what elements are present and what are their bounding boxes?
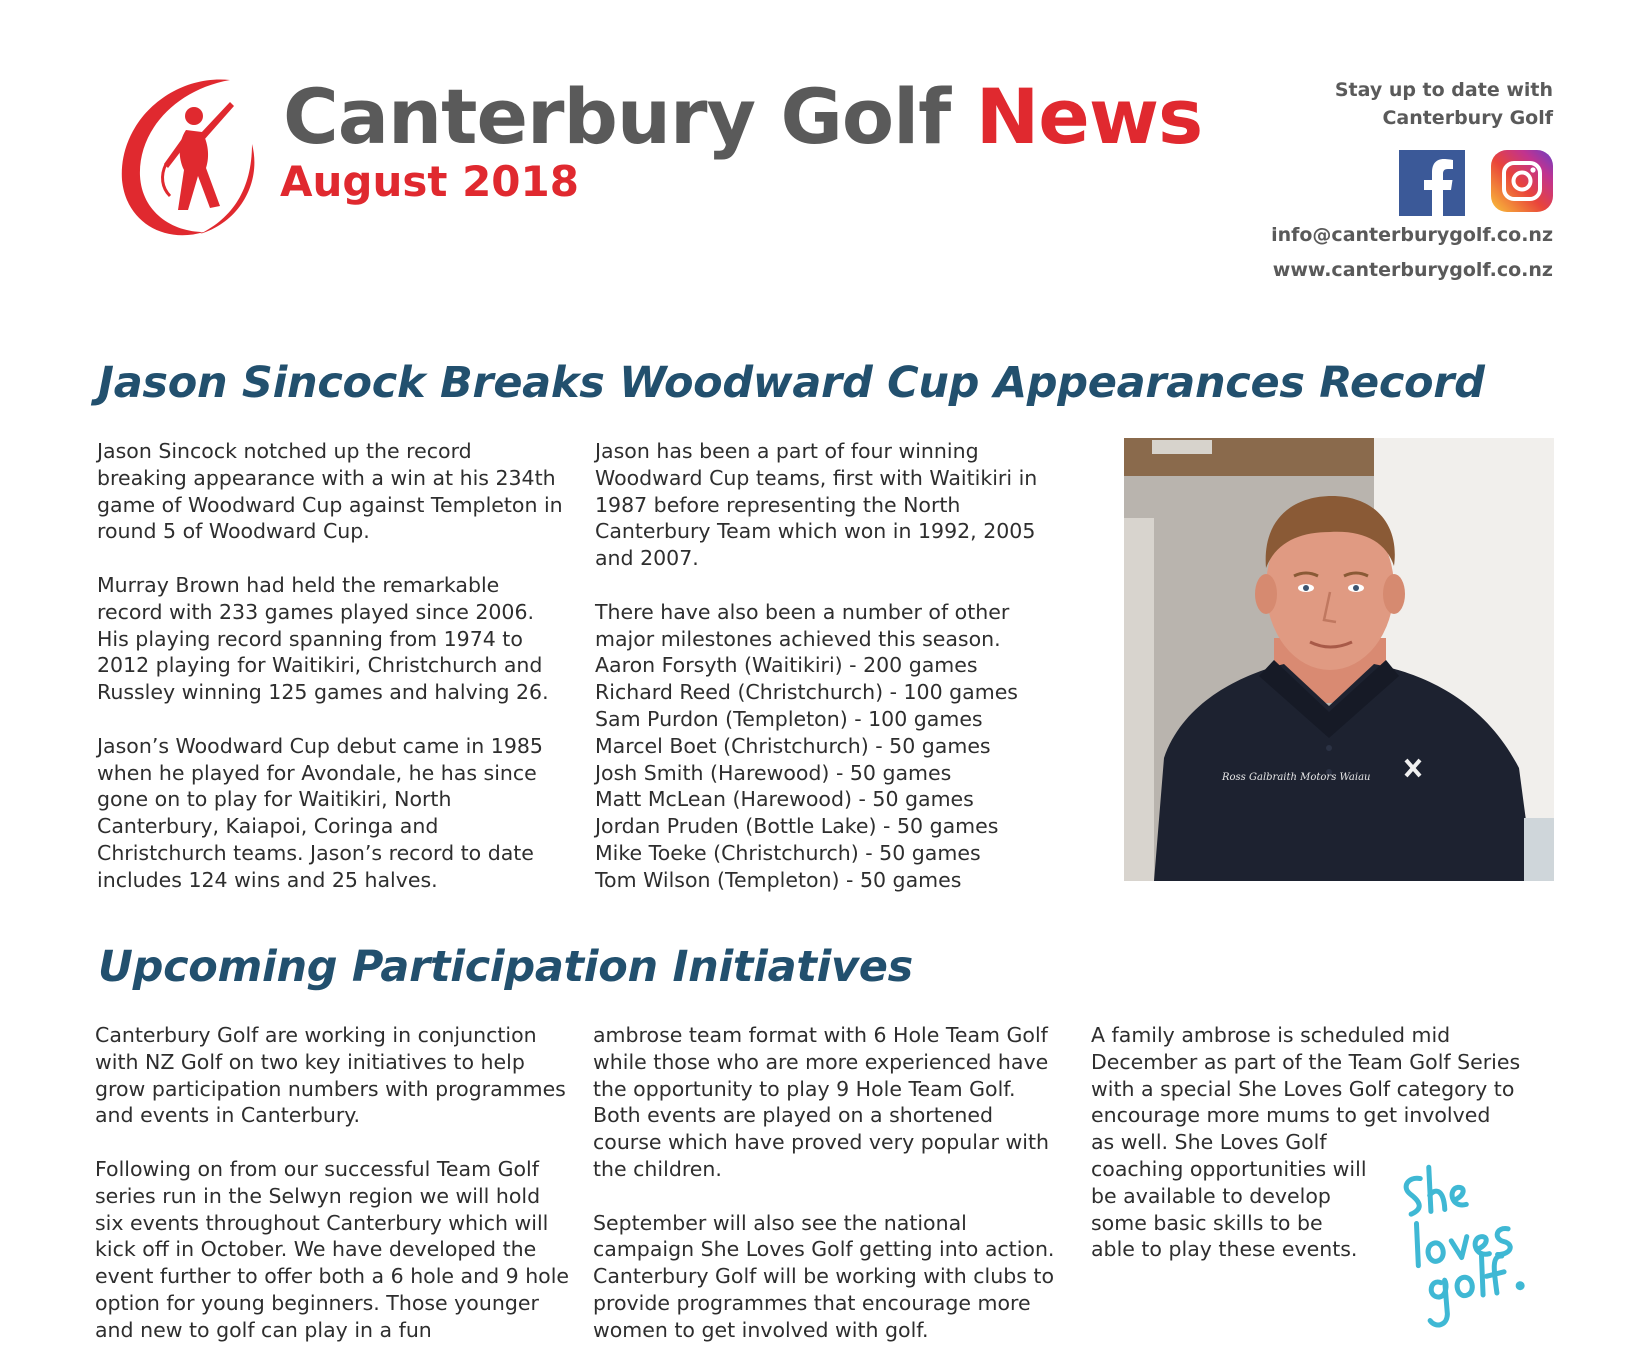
email-link[interactable]: info@canterburygolf.co.nz	[1271, 224, 1553, 246]
newsletter-title	[283, 72, 1202, 162]
stay-updated-line-1: Stay up to date with	[1334, 79, 1553, 101]
article1-column-2	[595, 438, 1065, 894]
article2-column-1	[95, 1022, 570, 1344]
milestone-item: Mike Toeke (Christchurch) - 50 games	[595, 840, 981, 865]
article2-paragraph: Following on from our successful Team Golf series run in the Selwyn region we will hold six events throughout Canterbury which will kick off in October. We have developed the event further to offer both a 6 hole and 9 hole option for young beginners. Those younger and new to golf can play in a fun	[95, 1156, 570, 1342]
article2-paragraph: ambrose team format with 6 Hole Team Golf while those who are more experienced have the opportunity to play 9 Hole Team Golf. Both events are played on a shortened course which have proved very popular with the children.	[593, 1023, 1049, 1181]
social-links	[1233, 150, 1553, 218]
article2-paragraph: Canterbury Golf are working in conjunction with NZ Golf on two key initiatives to help grow participation numbers with programmes and events in Canterbury.	[95, 1023, 566, 1128]
article1-column-1	[97, 438, 567, 894]
article2-text-line: coaching opportunities will	[1091, 1156, 1367, 1181]
milestone-item: Aaron Forsyth (Waitikiri) - 200 games	[595, 653, 978, 678]
issue-date: August 2018	[280, 157, 579, 206]
shirt-sponsor-text: Ross Galbraith Motors Waiau	[1222, 772, 1371, 783]
milestone-item: Sam Purdon (Templeton) - 100 games	[595, 706, 983, 731]
article2-text-line: December as part of the Team Golf Series	[1091, 1049, 1521, 1074]
article1-paragraph: Jason has been a part of four winning Woodward Cup teams, first with Waitikiri in 1987 before representing the North Canterbury Team which won in 1992, 2005 and 2007.	[595, 439, 1038, 571]
article2-column-2	[593, 1022, 1068, 1344]
article-heading-upcoming: Upcoming Participation Initiatives	[98, 942, 913, 992]
article-heading-sincock: Jason Sincock Breaks Woodward Cup Appearances Record	[98, 358, 1485, 408]
facebook-icon[interactable]	[1399, 150, 1465, 216]
milestones-intro: There have also been a number of other major milestones achieved this season.	[595, 599, 1010, 651]
article1-paragraph: Murray Brown had held the remarkable record with 233 games played since 2006. His playing record spanning from 1974 to 2012 playing for Waitikiri, Christchurch and Russley winning 125 games and halving 26.	[97, 572, 549, 705]
golfer-logo-icon	[112, 72, 272, 242]
contact-block	[1233, 76, 1553, 288]
milestone-item: Marcel Boet (Christchurch) - 50 games	[595, 733, 991, 758]
milestone-item: Josh Smith (Harewood) - 50 games	[595, 760, 952, 785]
she-loves-golf-logo	[1400, 1160, 1545, 1330]
instagram-icon[interactable]	[1491, 150, 1553, 212]
milestone-item: Richard Reed (Christchurch) - 100 games	[595, 680, 1018, 705]
article2-text-line: with a special She Loves Golf category to	[1091, 1076, 1515, 1101]
article2-text-line: some basic skills to be	[1091, 1210, 1323, 1235]
milestone-item: Tom Wilson (Templeton) - 50 games	[595, 867, 962, 892]
stay-updated-line-2: Canterbury Golf	[1382, 107, 1553, 129]
article2-text-line: A family ambrose is scheduled mid	[1091, 1023, 1451, 1047]
article1-paragraph: Jason Sincock notched up the record breaking appearance with a win at his 234th game of Woodward Cup against Templeton in round 5 of Woodward Cup.	[97, 439, 563, 544]
article2-text-line: able to play these events.	[1091, 1237, 1358, 1262]
milestone-item: Jordan Pruden (Bottle Lake) - 50 games	[595, 814, 999, 839]
jason-sincock-photo	[1124, 438, 1554, 881]
milestone-item: Matt McLean (Harewood) - 50 games	[595, 787, 974, 812]
article2-paragraph: September will also see the national campaign She Loves Golf getting into action. Canterbury Golf will be working with clubs to provide programmes that encourage more women to get involved with golf.	[593, 1210, 1055, 1342]
website-link[interactable]: www.canterburygolf.co.nz	[1272, 259, 1553, 281]
title-main: Canterbury Golf	[283, 72, 951, 161]
article2-text-line: be available to develop	[1091, 1183, 1331, 1208]
article1-paragraph: Jason’s Woodward Cup debut came in 1985 when he played for Avondale, he has since gone on to play for Waitikiri, North Canterbury, Kaiapoi, Coringa and Christchurch teams. Jason’s record to date includes 124 wins and 25 halves.	[97, 733, 543, 892]
article2-text-line: encourage more mums to get involved	[1091, 1103, 1491, 1128]
article2-text-line: as well. She Loves Golf	[1091, 1130, 1327, 1155]
title-accent: News	[975, 72, 1203, 161]
